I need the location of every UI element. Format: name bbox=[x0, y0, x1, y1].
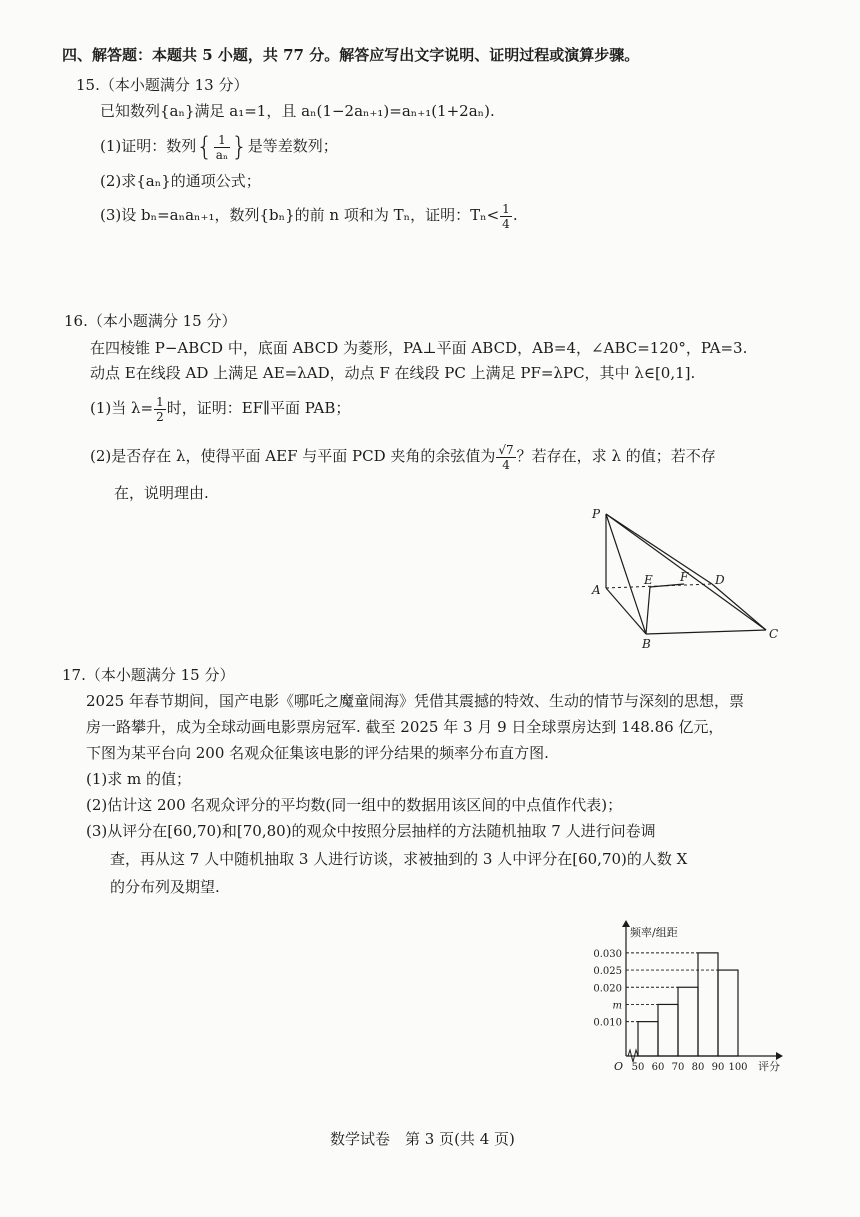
origin-label: O bbox=[614, 1060, 624, 1073]
edge-CD bbox=[712, 584, 766, 630]
y-tick-label: m bbox=[612, 1000, 622, 1012]
q17-line2: 房一路攀升，成为全球动画电影票房冠军. 截至 2025 年 3 月 9 日全球票房达到 148.86 亿元， bbox=[86, 718, 724, 736]
edge-PD bbox=[606, 514, 712, 584]
section-header: 四、解答题：本题共 5 小题，共 77 分。解答应写出文字说明、证明过程或演算步骤。 bbox=[62, 46, 640, 64]
histogram-bar bbox=[638, 1022, 658, 1056]
q15-part2: (2)求{aₙ}的通项公式； bbox=[100, 172, 261, 190]
q16-part2 bbox=[90, 438, 716, 474]
label-D: D bbox=[715, 573, 725, 587]
q16-part1-fraction bbox=[154, 395, 166, 424]
q15-stem: 已知数列{aₙ}满足 a₁=1，且 aₙ(1−2aₙ₊₁)=aₙ₊₁(1+2aₙ). bbox=[100, 102, 495, 120]
page-footer: 数学试卷 第 3 页(共 4 页) bbox=[330, 1130, 515, 1148]
q16-line2: 动点 E在线段 AD 上满足 AE=λAD，动点 F 在线段 PC 上满足 PF=λPC，其中 λ∈[0,1]. bbox=[90, 364, 696, 382]
histogram-bar bbox=[678, 987, 698, 1056]
q17-part3-line3: 的分布列及期望. bbox=[110, 878, 220, 896]
x-tick-label: 70 bbox=[671, 1062, 685, 1073]
q16-line1: 在四棱锥 P−ABCD 中，底面 ABCD 为菱形，PA⊥平面 ABCD，AB=4，∠ABC=120°，PA=3. bbox=[90, 339, 748, 357]
q17-line3: 下图为某平台向 200 名观众征集该电影的评分结果的频率分布直方图. bbox=[86, 744, 549, 762]
q15-part1: (1)证明：数列{ $\frac{1}{\text{aₙ}}$ }是等差数列； bbox=[100, 132, 338, 162]
label-B: B bbox=[642, 637, 651, 651]
q15-title: 15.（本小题满分 13 分） bbox=[76, 76, 249, 94]
y-tick-label: 0.010 bbox=[593, 1017, 622, 1029]
edge-BC bbox=[646, 630, 766, 634]
x-tick-label: 80 bbox=[691, 1062, 705, 1073]
fraction-numerator: √7 bbox=[498, 442, 514, 457]
q16-part2-fraction bbox=[496, 443, 515, 472]
q15-part3 bbox=[100, 198, 518, 232]
q15-part3-pre: (3)设 bₙ=aₙaₙ₊₁，数列{bₙ}的前 n 项和为 Tₙ，证明：Tₙ< bbox=[100, 206, 500, 224]
x-axis-arrow bbox=[776, 1052, 783, 1060]
y-tick-label: 0.030 bbox=[593, 948, 622, 960]
label-E: E bbox=[644, 573, 653, 587]
edge-AB bbox=[606, 588, 646, 634]
label-F: F bbox=[680, 570, 689, 584]
q17-title: 17.（本小题满分 15 分） bbox=[62, 666, 235, 684]
pyramid-figure bbox=[588, 504, 788, 652]
x-tick-label: 50 bbox=[631, 1062, 645, 1073]
histogram-bar bbox=[718, 970, 738, 1056]
q15-part3-post: . bbox=[512, 206, 518, 224]
x-tick-label: 90 bbox=[711, 1062, 725, 1073]
x-axis-label: 评分 bbox=[758, 1060, 780, 1073]
y-tick-label: 0.025 bbox=[593, 966, 622, 978]
fraction-denominator: 2 bbox=[156, 409, 164, 424]
fraction-numerator: 1 bbox=[502, 201, 510, 216]
q17-part2: (2)估计这 200 名观众评分的平均数(同一组中的数据用该区间的中点值作代表)； bbox=[86, 796, 623, 814]
q17-line1: 2025 年春节期间，国产电影《哪吒之魔童闹海》凭借其震撼的特效、生动的情节与深刻的思想，票 bbox=[86, 692, 744, 710]
q15-part1-post: 是等差数列； bbox=[247, 137, 338, 155]
x-tick-label: 100 bbox=[728, 1062, 748, 1073]
histogram-bar bbox=[698, 953, 718, 1056]
q15-part3-fraction bbox=[500, 202, 512, 231]
q16-part2-post: ？若存在，求 λ 的值；若不存 bbox=[516, 447, 716, 465]
label-P: P bbox=[592, 507, 601, 521]
fraction-denominator: 4 bbox=[502, 216, 510, 231]
fraction-denominator: aₙ bbox=[215, 147, 229, 162]
x-tick-label: 60 bbox=[651, 1062, 665, 1073]
fraction-numerator: 1 bbox=[214, 133, 230, 148]
y-tick-label: 0.020 bbox=[593, 983, 622, 995]
label-C: C bbox=[769, 627, 779, 641]
q16-part1-pre: (1)当 λ= bbox=[90, 399, 154, 417]
q17-part3-line1: (3)从评分在[60,70)和[70,80)的观众中按照分层抽样的方法随机抽取 7 人进行问卷调 bbox=[86, 822, 656, 840]
q17-part3-line2: 查，再从这 7 人中随机抽取 3 人进行访谈，求被抽到的 3 人中评分在[60,70)的人数 X bbox=[110, 850, 688, 868]
segment-BE bbox=[646, 587, 650, 634]
fraction-numerator: 1 bbox=[156, 394, 164, 409]
fraction-denominator: 4 bbox=[502, 457, 510, 472]
q16-part1-post: 时，证明：EF∥平面 PAB； bbox=[166, 399, 351, 417]
q16-part1 bbox=[90, 390, 350, 426]
frequency-histogram bbox=[580, 918, 790, 1078]
q17-part1: (1)求 m 的值； bbox=[86, 770, 192, 788]
edge-PB bbox=[606, 514, 646, 634]
y-axis-label: 频率/组距 bbox=[630, 926, 678, 939]
q16-part2-continued: 在，说明理由. bbox=[114, 484, 209, 502]
y-axis-arrow bbox=[622, 920, 630, 927]
q15-part1-pre: (1)证明：数列 bbox=[100, 137, 197, 155]
q16-title: 16.（本小题满分 15 分） bbox=[64, 312, 237, 330]
q16-part2-pre: (2)是否存在 λ，使得平面 AEF 与平面 PCD 夹角的余弦值为 bbox=[90, 447, 496, 465]
histogram-bar bbox=[658, 1004, 678, 1056]
q15-part1-fraction bbox=[214, 133, 230, 162]
label-A: A bbox=[592, 583, 601, 597]
